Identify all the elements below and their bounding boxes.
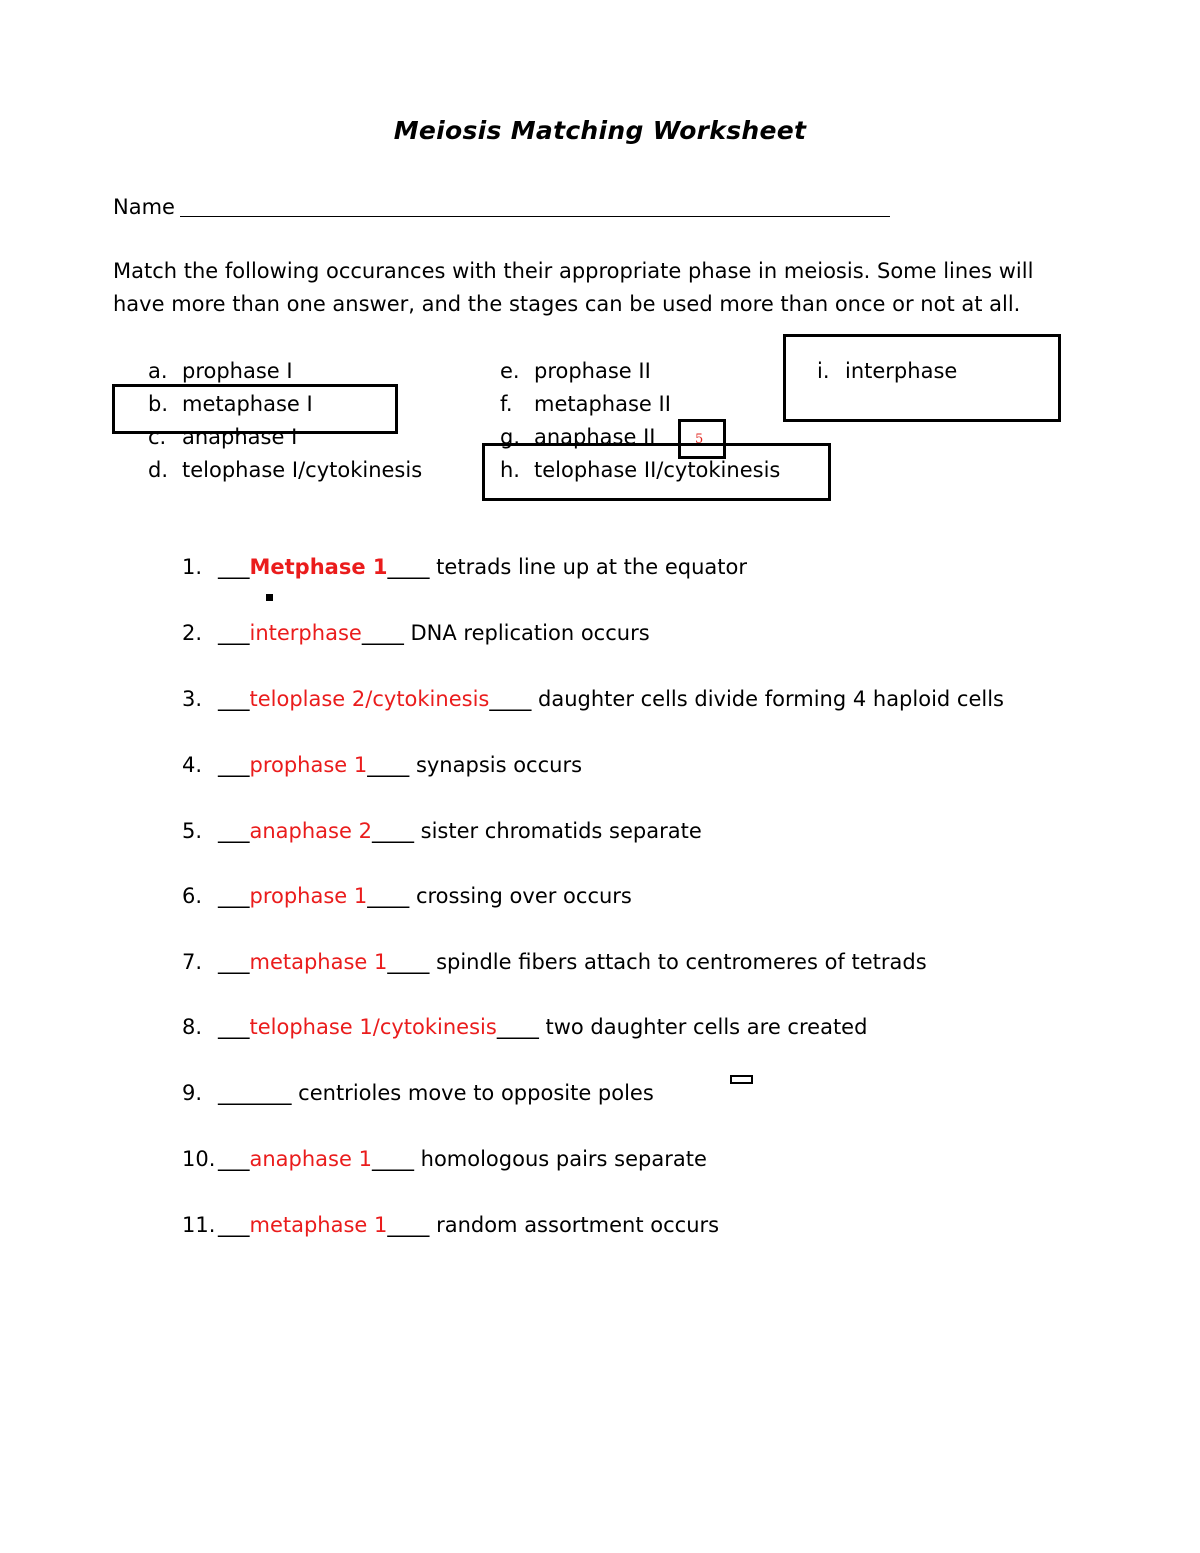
- annotation-box-metaphase-1: [112, 384, 398, 434]
- question-8: [182, 1015, 867, 1039]
- question-6: [182, 884, 632, 908]
- question-text: spindle fibers attach to centromeres of tetrads: [429, 950, 927, 974]
- question-number: 11.: [182, 1213, 216, 1237]
- blank-post: ____: [387, 950, 430, 974]
- question-1: [182, 555, 747, 579]
- question-text: sister chromatids separate: [413, 819, 702, 843]
- question-4: [182, 753, 582, 777]
- annotation-box-interphase: [783, 334, 1061, 422]
- option-letter: g.: [500, 425, 521, 449]
- answer-text[interactable]: telophase 1/cytokinesis: [249, 1015, 497, 1039]
- blank-pre: ___: [218, 555, 250, 579]
- option-label: anaphase II: [534, 425, 656, 449]
- question-text: crossing over occurs: [409, 884, 632, 908]
- option-e: [500, 359, 651, 383]
- question-3: [182, 687, 1004, 711]
- blank-pre[interactable]: _______: [218, 1081, 292, 1105]
- blank-post: ____: [496, 1015, 539, 1039]
- option-f: [500, 392, 671, 416]
- question-text: homologous pairs separate: [413, 1147, 707, 1171]
- question-text: synapsis occurs: [409, 753, 583, 777]
- option-letter: h.: [500, 458, 520, 482]
- question-text: two daughter cells are created: [538, 1015, 868, 1039]
- blank-post: ____: [361, 621, 404, 645]
- blank-post: ____: [371, 819, 414, 843]
- answer-text[interactable]: prophase 1: [249, 753, 368, 777]
- question-number: 10.: [182, 1147, 216, 1171]
- option-a: [148, 359, 293, 383]
- blank-post: ____: [367, 884, 410, 908]
- blank-pre: ___: [218, 753, 250, 777]
- question-number: 4.: [182, 753, 203, 777]
- answer-text[interactable]: anaphase 2: [249, 819, 372, 843]
- blank-post: ____: [387, 1213, 430, 1237]
- answer-text[interactable]: Metphase 1: [249, 555, 388, 579]
- annotation-box-telophase-2: [482, 443, 831, 501]
- option-letter: c.: [148, 425, 167, 449]
- option-label: interphase: [845, 359, 958, 383]
- option-label: telophase I/cytokinesis: [182, 458, 423, 482]
- option-label: metaphase I: [182, 392, 313, 416]
- stray-mark: [266, 594, 273, 601]
- question-9: [182, 1081, 654, 1105]
- stray-mark: [730, 1075, 753, 1084]
- question-10: [182, 1147, 707, 1171]
- page-title: Meiosis Matching Worksheet: [393, 116, 807, 145]
- option-letter: i.: [817, 359, 830, 383]
- question-2: [182, 621, 650, 645]
- option-letter: f.: [500, 392, 513, 416]
- blank-pre: ___: [218, 1015, 250, 1039]
- question-number: 5.: [182, 819, 203, 843]
- blank-pre: ___: [218, 687, 250, 711]
- blank-pre: ___: [218, 950, 250, 974]
- name-label: Name: [113, 195, 175, 219]
- blank-pre: ___: [218, 1147, 250, 1171]
- answer-text[interactable]: anaphase 1: [249, 1147, 372, 1171]
- question-number: 9.: [182, 1081, 203, 1105]
- blank-post: ____: [387, 555, 430, 579]
- question-number: 8.: [182, 1015, 203, 1039]
- answer-text[interactable]: prophase 1: [249, 884, 368, 908]
- option-d: [148, 458, 422, 482]
- blank-post: ____: [489, 687, 532, 711]
- blank-pre: ___: [218, 819, 250, 843]
- blank-pre: ___: [218, 884, 250, 908]
- option-letter: a.: [148, 359, 168, 383]
- question-text: centrioles move to opposite poles: [291, 1081, 654, 1105]
- question-text: tetrads line up at the equator: [429, 555, 747, 579]
- answer-text[interactable]: metaphase 1: [249, 1213, 388, 1237]
- option-label: anaphase I: [182, 425, 298, 449]
- annotation-number: 5: [695, 432, 704, 447]
- question-text: random assortment occurs: [429, 1213, 720, 1237]
- question-number: 3.: [182, 687, 203, 711]
- name-field[interactable]: [180, 216, 890, 217]
- option-label: prophase I: [182, 359, 293, 383]
- option-letter: d.: [148, 458, 169, 482]
- instructions-line-2: have more than one answer, and the stages can be used more than once or not at all.: [113, 292, 1021, 316]
- question-number: 1.: [182, 555, 203, 579]
- option-label: telophase II/cytokinesis: [534, 458, 781, 482]
- blank-post: ____: [367, 753, 410, 777]
- answer-text[interactable]: teloplase 2/cytokinesis: [249, 687, 490, 711]
- answer-text[interactable]: interphase: [249, 621, 362, 645]
- option-letter: e.: [500, 359, 520, 383]
- option-label: prophase II: [534, 359, 651, 383]
- option-label: metaphase II: [534, 392, 671, 416]
- question-text: DNA replication occurs: [403, 621, 650, 645]
- answer-text[interactable]: metaphase 1: [249, 950, 388, 974]
- instructions-line-1: Match the following occurances with their appropriate phase in meiosis. Some lines will: [113, 259, 1034, 283]
- blank-pre: ___: [218, 1213, 250, 1237]
- question-number: 2.: [182, 621, 203, 645]
- question-number: 6.: [182, 884, 203, 908]
- question-5: [182, 819, 702, 843]
- question-11: [182, 1213, 719, 1237]
- question-7: [182, 950, 927, 974]
- option-letter: b.: [148, 392, 169, 416]
- blank-pre: ___: [218, 621, 250, 645]
- question-text: daughter cells divide forming 4 haploid cells: [531, 687, 1004, 711]
- question-number: 7.: [182, 950, 203, 974]
- blank-post: ____: [371, 1147, 414, 1171]
